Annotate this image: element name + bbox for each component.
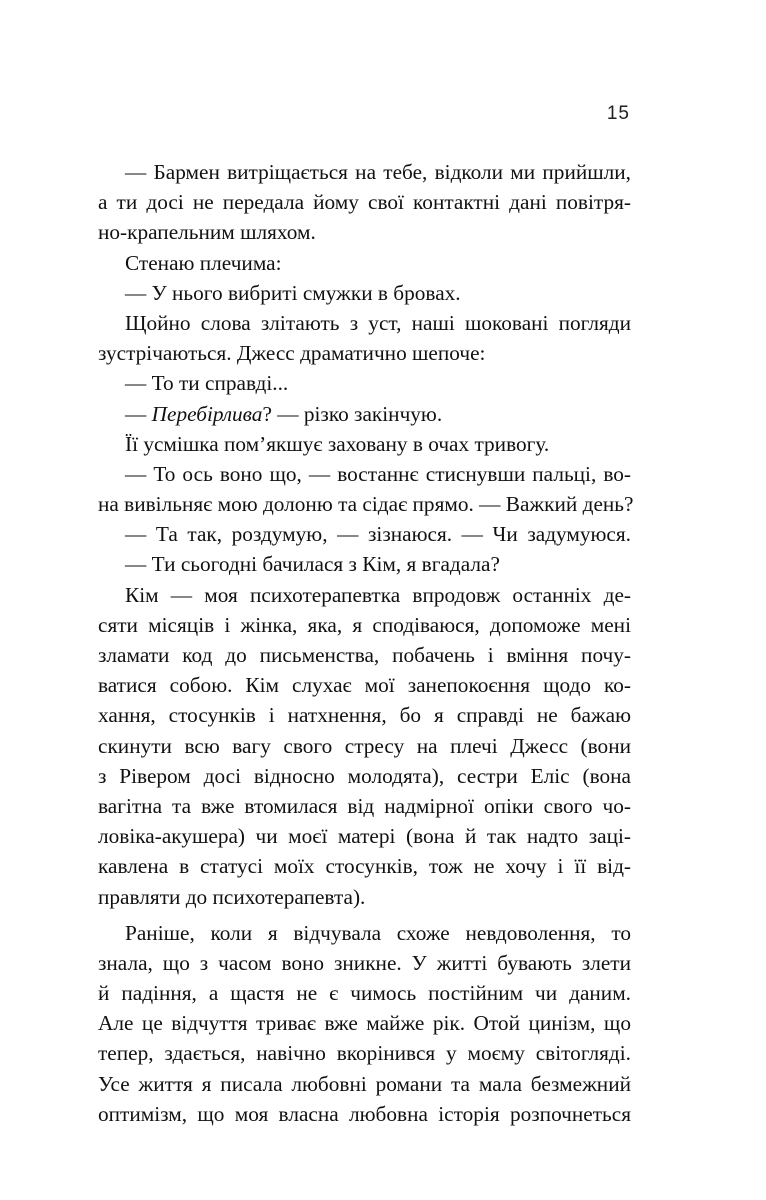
- text-line: ловіка-акушера) чи моєї матері (вона й так надто заці-: [98, 824, 631, 849]
- text-line: й падіння, а щастя не є чимось постійним чи даним.: [98, 981, 631, 1006]
- text-line: а ти досі не передала йому свої контактні дані повітря-: [98, 190, 631, 215]
- text-line: з Рівером досі відносно молодята), сестри Еліс (вона: [98, 763, 631, 788]
- text-line: — Та так, роздумую, — зізнаюся. — Чи задумуюся.: [125, 522, 631, 547]
- text-line-italic-word: [98, 399, 631, 429]
- text-line: скинути всю вагу свого стресу на плечі Джесс (вони: [98, 733, 631, 758]
- text-line: на вивільняє мою долоню та сідає прямо. — Важкий день?: [98, 492, 634, 517]
- text-line: хання, стосунків і натхнення, бо я справді не бажаю: [98, 703, 631, 728]
- text-line: правляти до психотерапевта).: [98, 884, 366, 909]
- text-line: Щойно слова злітають з уст, наші шоковані погляди: [125, 310, 631, 335]
- text-line: Але це відчуття триває вже майже рік. Отой цинізм, що: [98, 1011, 631, 1036]
- text-line: оптимізм, що моя власна любовна історія розпочнеться: [98, 1101, 631, 1126]
- text-line: но-крапельним шляхом.: [98, 220, 316, 245]
- text-line: сяти місяців і жінка, яка, я сподіваюся, допоможе мені: [98, 612, 631, 637]
- text-line: — То ось воно що, — востаннє стиснувши пальці, во-: [125, 461, 631, 486]
- text-line: Усе життя я писала любовні романи та мала безмежний: [98, 1071, 631, 1096]
- text-line: Раніше, коли я відчувала схоже невдоволення, то: [125, 920, 631, 945]
- body-text: [98, 157, 634, 1129]
- text-line: знала, що з часом воно зникне. У житті бувають злети: [98, 950, 631, 975]
- text-line: зламати код до письменства, побачень і вміння почу-: [98, 643, 631, 667]
- text-line: Її усмішка пом’якшує заховану в очах тривогу.: [125, 431, 550, 456]
- line-rest: ? — різко закінчую.: [262, 401, 443, 426]
- italic-word: Перебірлива: [151, 401, 263, 426]
- text-line: кавлена в статусі моїх стосунків, тож не хочу і її від-: [98, 854, 631, 879]
- text-line: зустрічаються. Джесс драматично шепоче:: [98, 341, 486, 366]
- dash: —: [125, 401, 152, 426]
- text-line: ватися собою. Кім слухає мої занепокоєння щодо ко-: [98, 673, 631, 698]
- page-number: 15: [606, 103, 630, 124]
- text-line: Стенаю плечима:: [125, 250, 282, 275]
- text-line: — Бармен витріщається на тебе, відколи ми прийшли,: [125, 160, 631, 184]
- text-line: — У нього вибриті смужки в бровах.: [125, 280, 461, 305]
- text-line: — Ти сьогодні бачилася з Кім, я вгадала?: [125, 552, 500, 577]
- text-line: — То ти справді...: [125, 371, 289, 396]
- text-line: тепер, здається, навічно вкорінився у моєму світогляді.: [98, 1041, 631, 1066]
- text-line: вагітна та вже втомилася від надмірної опіки свого чо-: [98, 793, 631, 818]
- text-line: Кім — моя психотерапевтка впродовж останніх де-: [125, 582, 631, 607]
